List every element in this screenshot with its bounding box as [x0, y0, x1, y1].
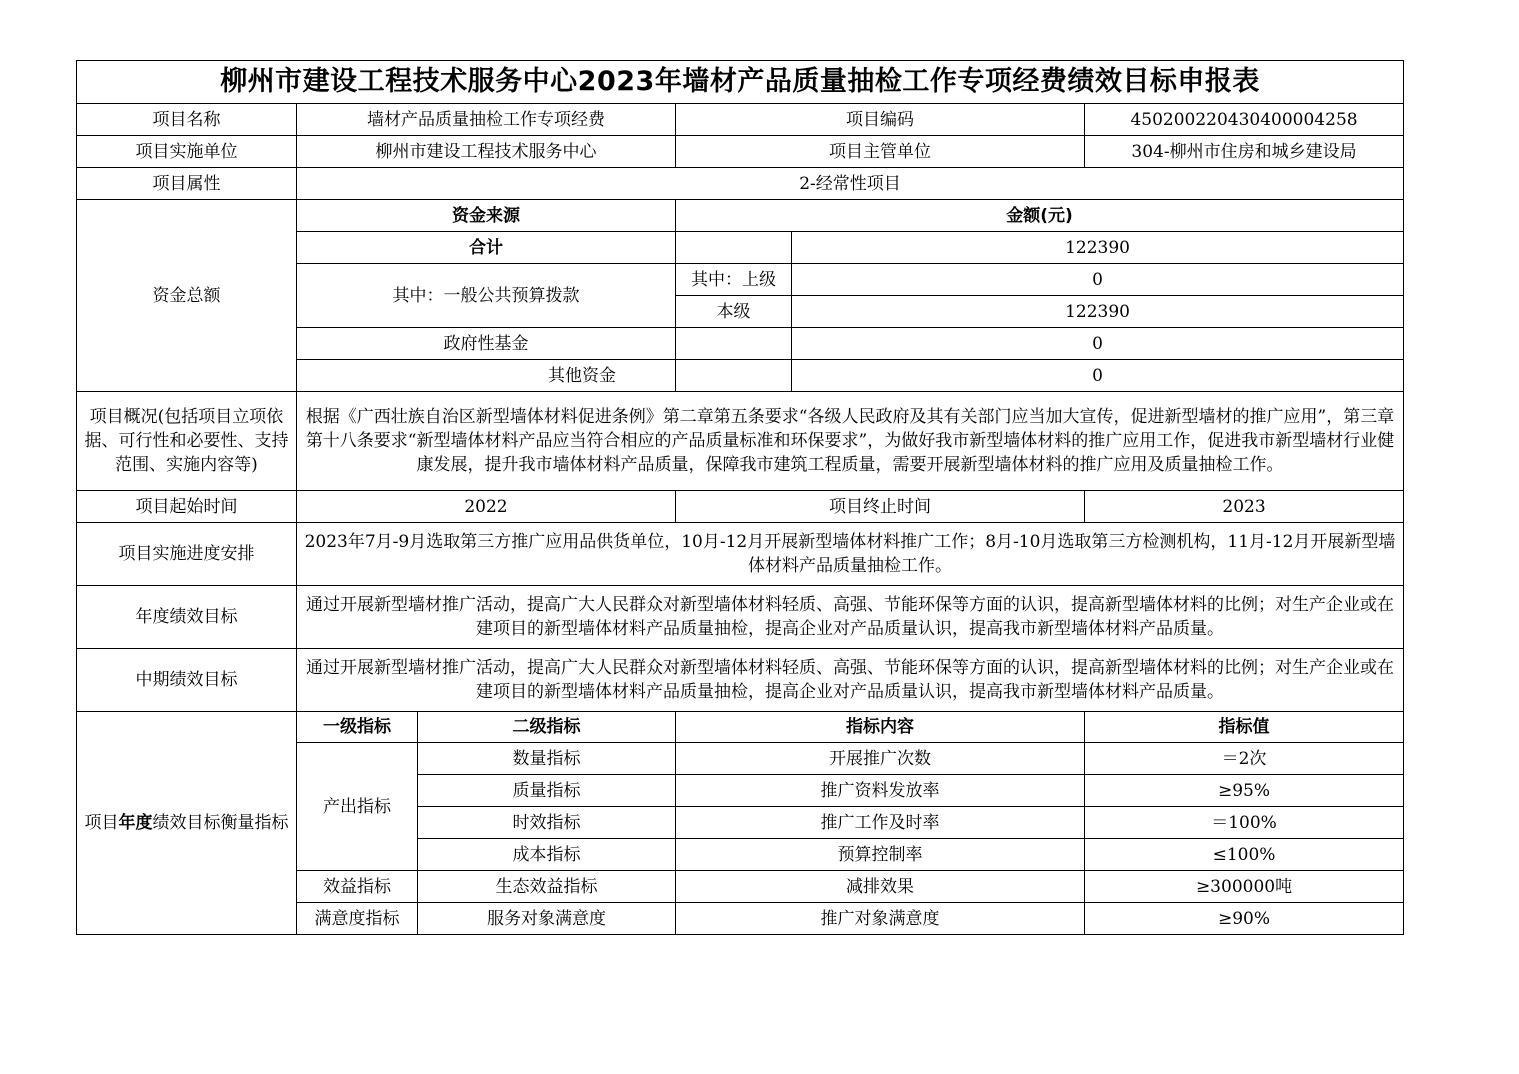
content-header: 指标内容 — [676, 712, 1085, 743]
indicator-content: 减排效果 — [676, 871, 1085, 903]
end-time-value: 2023 — [1085, 491, 1404, 523]
fund-total-sum-label: 合计 — [297, 232, 676, 264]
other-fund-label: 其他资金 — [297, 360, 676, 392]
indicators-label-bold: 年度 — [118, 813, 153, 833]
indicator-value: ≤100% — [1085, 839, 1404, 871]
gov-fund-value: 0 — [792, 328, 1404, 360]
indicator-level2: 服务对象满意度 — [418, 903, 676, 935]
schedule-text: 2023年7月-9月选取第三方推广应用品供货单位，10月-12月开展新型墙体材料推广工作；8月-10月选取第三方检测机构，11月-12月开展新型墙体材料产品质量抽检工作。 — [297, 523, 1404, 586]
project-attribute-label: 项目属性 — [77, 168, 297, 200]
mid-goal-label: 中期绩效目标 — [77, 649, 297, 712]
fund-amount-header: 金额(元) — [676, 200, 1404, 232]
indicator-content: 预算控制率 — [676, 839, 1085, 871]
project-code-label: 项目编码 — [676, 104, 1085, 136]
performance-form-table — [76, 60, 1404, 935]
project-name-label: 项目名称 — [77, 104, 297, 136]
fund-total-label: 资金总额 — [77, 200, 297, 392]
project-code-value: 450200220430400004258 — [1085, 104, 1404, 136]
indicators-label-pre: 项目 — [84, 813, 119, 833]
indicator-value: ≥95% — [1085, 775, 1404, 807]
indicator-level2: 生态效益指标 — [418, 871, 676, 903]
indicator-content: 开展推广次数 — [676, 743, 1085, 775]
local-level-label: 本级 — [676, 296, 792, 328]
indicator-value: ≥90% — [1085, 903, 1404, 935]
local-level-value: 122390 — [792, 296, 1404, 328]
indicator-level2: 成本指标 — [418, 839, 676, 871]
indicators-label — [77, 712, 297, 935]
value-header: 指标值 — [1085, 712, 1404, 743]
project-name-value: 墙材产品质量抽检工作专项经费 — [297, 104, 676, 136]
form-title: 柳州市建设工程技术服务中心2023年墙材产品质量抽检工作专项经费绩效目标申报表 — [77, 61, 1404, 104]
indicator-content: 推广工作及时率 — [676, 807, 1085, 839]
supervising-unit-label: 项目主管单位 — [676, 136, 1085, 168]
overview-label: 项目概况(包括项目立项依据、可行性和必要性、支持范围、实施内容等) — [77, 392, 297, 491]
indicator-value: ＝2次 — [1085, 743, 1404, 775]
overview-text: 根据《广西壮族自治区新型墙体材料促进条例》第二章第五条要求“各级人民政府及其有关部门应当加大宣传，促进新型墙材的推广应用”，第三章第十八条要求“新型墙体材料产品应当符合相应的产品质量标准和环保要求”，为做好我市新型墙体材料的推广应用工作，促进我市新型墙材行业健康发展，提升我市墙体材料产品质量，保障我市建筑工程质量，需要开展新型墙体材料的推广应用及质量抽检工作。 — [297, 392, 1404, 491]
start-time-value: 2022 — [297, 491, 676, 523]
indicator-level2: 数量指标 — [418, 743, 676, 775]
fund-source-header: 资金来源 — [297, 200, 676, 232]
indicator-content: 推广资料发放率 — [676, 775, 1085, 807]
implementing-unit-label: 项目实施单位 — [77, 136, 297, 168]
supervising-unit-value: 304-柳州市住房和城乡建设局 — [1085, 136, 1404, 168]
start-time-label: 项目起始时间 — [77, 491, 297, 523]
indicator-value: ≥300000吨 — [1085, 871, 1404, 903]
implementing-unit-value: 柳州市建设工程技术服务中心 — [297, 136, 676, 168]
other-fund-value: 0 — [792, 360, 1404, 392]
output-indicator-label: 产出指标 — [297, 743, 418, 871]
general-budget-label: 其中：一般公共预算拨款 — [297, 264, 676, 328]
satisfaction-indicator-label: 满意度指标 — [297, 903, 418, 935]
indicator-level2: 时效指标 — [418, 807, 676, 839]
upper-level-value: 0 — [792, 264, 1404, 296]
gov-fund-label: 政府性基金 — [297, 328, 676, 360]
project-attribute-value: 2-经常性项目 — [297, 168, 1404, 200]
indicator-level2: 质量指标 — [418, 775, 676, 807]
gov-fund-blank — [676, 328, 792, 360]
indicator-value: ＝100% — [1085, 807, 1404, 839]
benefit-indicator-label: 效益指标 — [297, 871, 418, 903]
other-fund-blank — [676, 360, 792, 392]
annual-goal-label: 年度绩效目标 — [77, 586, 297, 649]
indicators-label-post: 绩效目标衡量指标 — [152, 813, 289, 833]
end-time-label: 项目终止时间 — [676, 491, 1085, 523]
fund-total-blank — [676, 232, 792, 264]
fund-total-sum-value: 122390 — [792, 232, 1404, 264]
indicator-content: 推广对象满意度 — [676, 903, 1085, 935]
level2-header: 二级指标 — [418, 712, 676, 743]
level1-header: 一级指标 — [297, 712, 418, 743]
upper-level-label: 其中：上级 — [676, 264, 792, 296]
schedule-label: 项目实施进度安排 — [77, 523, 297, 586]
annual-goal-text: 通过开展新型墙材推广活动，提高广大人民群众对新型墙体材料轻质、高强、节能环保等方面的认识，提高新型墙体材料的比例；对生产企业或在建项目的新型墙体材料产品质量抽检，提高企业对产品质量认识，提高我市新型墙体材料产品质量。 — [297, 586, 1404, 649]
mid-goal-text: 通过开展新型墙材推广活动，提高广大人民群众对新型墙体材料轻质、高强、节能环保等方面的认识，提高新型墙体材料的比例；对生产企业或在建项目的新型墙体材料产品质量抽检，提高企业对产品质量认识，提高我市新型墙体材料产品质量。 — [297, 649, 1404, 712]
